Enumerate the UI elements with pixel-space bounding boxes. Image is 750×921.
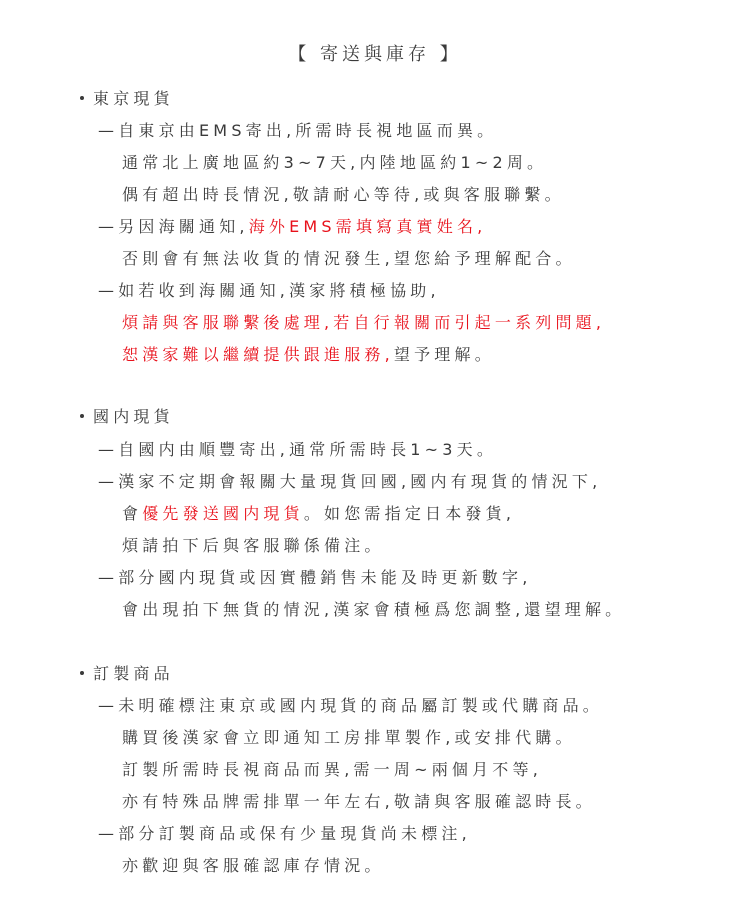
line-segment: 訂製所需時長視商品而異,需一周~兩個月不等, <box>122 760 542 779</box>
bullet-icon <box>80 96 84 100</box>
line-segment: —未明確標注東京或國内現貨的商品屬訂製或代購商品。 <box>98 696 604 715</box>
text-line <box>122 728 576 748</box>
line-segment-highlight: 優先發送國内現貨 <box>142 504 304 523</box>
text-line <box>98 281 440 301</box>
text-line <box>122 536 385 556</box>
line-segment: 亦有特殊品牌需排單一年左右,敬請與客服確認時長。 <box>122 792 596 811</box>
section-heading <box>76 89 174 109</box>
text-line <box>98 440 497 460</box>
text-line <box>122 345 495 365</box>
line-segment: 煩請拍下后與客服聯係備注。 <box>122 536 385 555</box>
line-segment: —如若收到海關通知,漢家將積極協助, <box>98 281 440 300</box>
line-segment: 購買後漢家會立即通知工房排單製作,或安排代購。 <box>122 728 576 747</box>
line-segment: 會 <box>122 504 143 523</box>
text-line <box>122 600 625 620</box>
line-segment-highlight: 海外EMS需填寫真實姓名, <box>248 217 487 236</box>
line-segment: —部分訂製商品或保有少量現貨尚未標注, <box>98 824 471 843</box>
page-title: 【 寄送與庫存 】 <box>288 44 462 65</box>
text-line <box>122 792 596 812</box>
heading-text: 東京現貨 <box>93 89 174 108</box>
line-segment-highlight: 恕漢家難以繼續提供跟進服務, <box>122 345 394 364</box>
text-line <box>98 121 497 141</box>
line-segment: —另因海關通知, <box>98 217 249 236</box>
bullet-icon <box>80 671 84 675</box>
line-segment: 偶有超出時長情況,敬請耐心等待,或與客服聯繫。 <box>122 185 565 204</box>
text-line <box>122 185 565 205</box>
line-segment-highlight: 煩請與客服聯繫後處理,若自行報關而引起一系列問題, <box>122 313 606 332</box>
heading-text: 訂製商品 <box>93 664 174 683</box>
section-heading <box>76 664 174 684</box>
line-segment: —部分國内現貨或因實體銷售未能及時更新數字, <box>98 568 532 587</box>
line-segment: —自東京由EMS寄出,所需時長視地區而異。 <box>98 121 498 140</box>
line-segment: —漢家不定期會報關大量現貨回國,國内有現貨的情況下, <box>98 472 602 491</box>
text-line <box>98 824 471 844</box>
line-segment: 通常北上廣地區約3~7天,内陸地區約1~2周。 <box>122 153 548 172</box>
heading-text: 國内現貨 <box>93 407 174 426</box>
line-segment: 會出現拍下無貨的情況,漢家會積極爲您調整,還望理解。 <box>122 600 626 619</box>
line-segment: 亦歡迎與客服確認庫存情況。 <box>122 856 385 875</box>
text-line <box>122 249 576 269</box>
line-segment: 否則會有無法收貨的情況發生,望您給予理解配合。 <box>122 249 576 268</box>
line-segment: —自國内由順豐寄出,通常所需時長1~3天。 <box>98 440 498 459</box>
section-heading <box>76 407 174 427</box>
text-line <box>98 696 603 716</box>
text-line <box>122 153 547 173</box>
line-segment: 。如您需指定日本發貨, <box>303 504 516 523</box>
text-line <box>98 217 486 237</box>
bullet-icon <box>80 414 84 418</box>
text-line <box>122 313 605 333</box>
text-line <box>98 472 601 492</box>
text-line <box>122 504 515 524</box>
text-line <box>98 568 532 588</box>
text-line <box>122 760 542 780</box>
line-segment: 望予理解。 <box>393 345 495 364</box>
text-line <box>122 856 385 876</box>
